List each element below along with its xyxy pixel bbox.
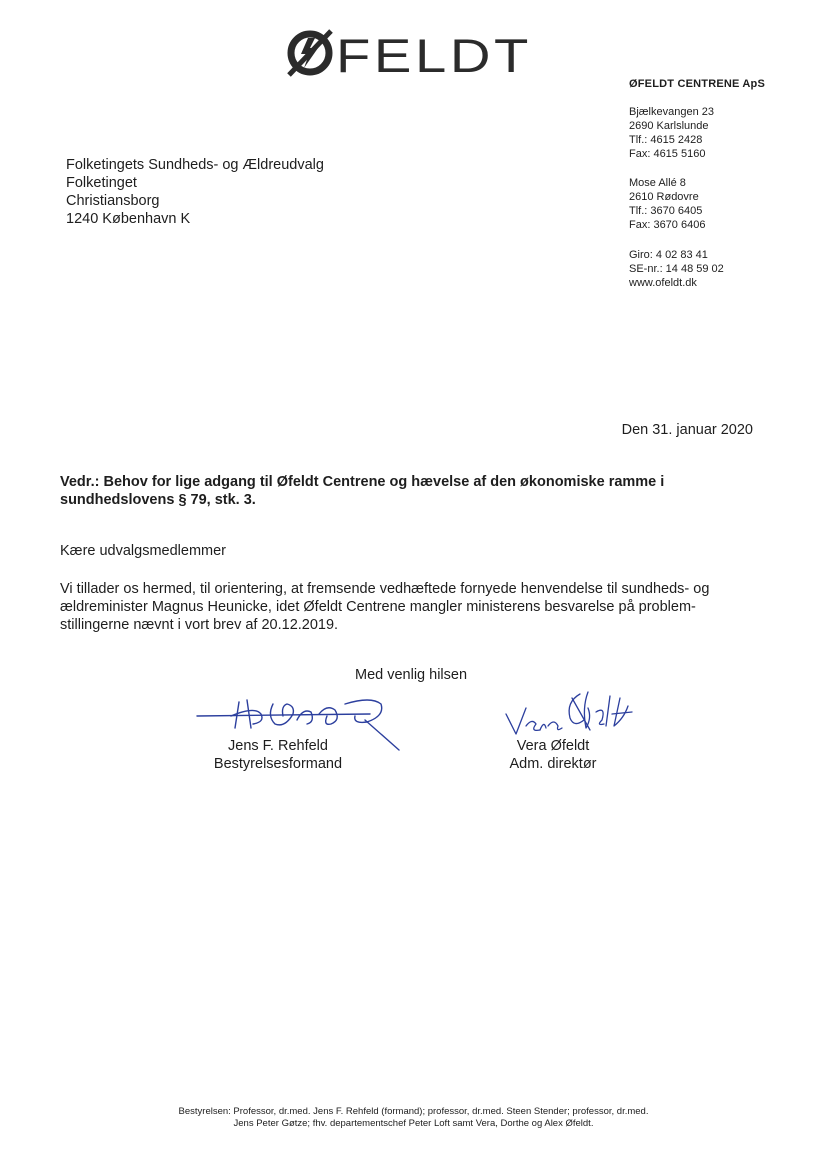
fax-line: Fax: 3670 6406 (629, 219, 706, 231)
signer-name: Jens F. Rehfeld (228, 738, 328, 754)
signer-rehfeld (198, 737, 358, 773)
recipient-line: Folketingets Sundheds- og Ældreudvalg (66, 157, 324, 173)
logo-wordmark: FELDT (336, 29, 532, 78)
logo-o-slash-mark (289, 31, 331, 75)
recipient-line: 1240 København K (66, 211, 191, 227)
recipient-line: Folketinget (66, 175, 137, 191)
salutation: Kære udvalgsmedlemmer (60, 543, 227, 559)
body-line: ældreminister Magnus Heunicke, idet Øfeldt Centrene mangler ministerens besvarelse på problem- (60, 599, 696, 615)
company-logo (286, 28, 542, 78)
board-footer (0, 1106, 827, 1130)
signature-ofeldt (500, 688, 640, 743)
body-line: Vi tillader os hermed, til orientering, at fremsende vedhæftede fornyede henvendelse til sundheds- og (60, 581, 710, 597)
company-address-rodovre (629, 176, 705, 232)
recipient-address (66, 156, 324, 228)
closing-greeting: Med venlig hilsen (355, 667, 468, 683)
company-address-karlslunde (629, 105, 714, 161)
signer-title: Adm. direktør (509, 756, 597, 772)
signer-name: Vera Øfeldt (516, 738, 590, 754)
address-line: 2690 Karlslunde (629, 120, 709, 132)
address-line: Bjælkevangen 23 (629, 106, 715, 118)
recipient-line: Christiansborg (66, 193, 160, 209)
address-line: 2610 Rødovre (629, 191, 699, 203)
address-line: Mose Allé 8 (629, 177, 686, 189)
giro-line: Giro: 4 02 83 41 (629, 249, 708, 261)
fax-line: Fax: 4615 5160 (629, 148, 706, 160)
subject-line: sundhedslovens § 79, stk. 3. (60, 492, 256, 508)
letter-date: Den 31. januar 2020 (621, 422, 753, 438)
subject-heading (60, 473, 760, 509)
subject-line: Vedr.: Behov for lige adgang til Øfeldt Centrene og hævelse af den økonomiske ramme i (60, 474, 665, 490)
body-line: stillingerne nævnt i vort brev af 20.12.2019. (60, 617, 339, 633)
website-line: www.ofeldt.dk (629, 277, 697, 289)
se-number-line: SE-nr.: 14 48 59 02 (629, 263, 724, 275)
company-name: ØFELDT CENTRENE ApS (629, 78, 766, 90)
letter-body (60, 580, 770, 634)
signer-title: Bestyrelsesformand (213, 756, 343, 772)
signer-ofeldt (497, 737, 609, 773)
company-registration-info (629, 248, 724, 290)
phone-line: Tlf.: 4615 2428 (629, 134, 703, 146)
phone-line: Tlf.: 3670 6405 (629, 205, 703, 217)
footer-line: Jens Peter Gøtze; fhv. departementschef Peter Loft samt Vera, Dorthe og Alex Øfeldt. (233, 1118, 594, 1129)
footer-line: Bestyrelsen: Professor, dr.med. Jens F. Rehfeld (formand); professor, dr.med. Steen Stender; professor, dr.med. (178, 1106, 649, 1117)
